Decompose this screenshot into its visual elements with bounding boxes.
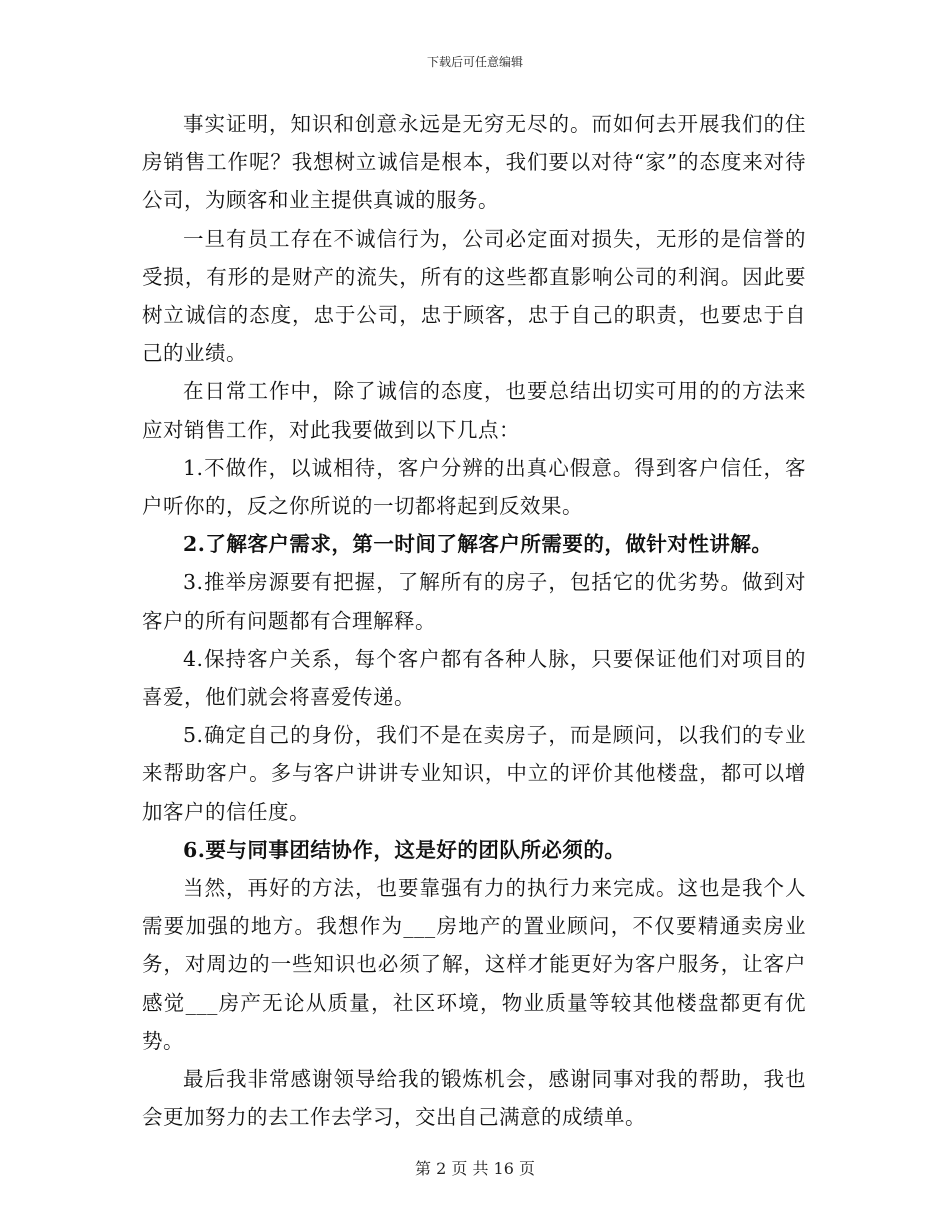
paragraph-execution: 当然，再好的方法，也要靠强有力的执行力来完成。这也是我个人需要加强的地方。我想作为___房地产的置业顾问，不仅要精通卖房业务，对周边的一些知识也必须了解，这样才能更好为客户服务，让客户感觉___房产无论从质量，社区环境，物业质量等较其他楼盘都更有优势。 bbox=[142, 876, 806, 1053]
page-footer: 第 2 页 共 16 页 bbox=[415, 1159, 535, 1178]
document-body bbox=[142, 105, 806, 1136]
list-item-3: 3.推举房源要有把握，了解所有的房子，包括它的优劣势。做到对客户的所有问题都有合理解释。 bbox=[142, 570, 806, 633]
paragraph-closing: 最后我非常感谢领导给我的锻炼机会，感谢同事对我的帮助，我也会更加努力的去工作去学习，交出自己满意的成绩单。 bbox=[142, 1067, 806, 1130]
page-header: 下载后可任意编辑 bbox=[426, 55, 523, 69]
paragraph-integrity: 一旦有员工存在不诚信行为，公司必定面对损失，无形的是信誉的受损，有形的是财产的流失，所有的这些都直影响公司的利润。因此要树立诚信的态度，忠于公司，忠于顾客，忠于自己的职责，也要忠于自己的业绩。 bbox=[142, 226, 806, 366]
list-item-5: 5.确定自己的身份，我们不是在卖房子，而是顾问，以我们的专业来帮助客户。多与客户讲讲专业知识，中立的评价其他楼盘，都可以增加客户的信任度。 bbox=[142, 723, 806, 824]
list-item-2: 2.了解客户需求，第一时间了解客户所需要的，做针对性讲解。 bbox=[183, 532, 773, 557]
list-item-4: 4.保持客户关系，每个客户都有各种人脉，只要保证他们对项目的喜爱，他们就会将喜爱传递。 bbox=[142, 646, 806, 710]
paragraph-intro: 事实证明，知识和创意永远是无穷无尽的。而如何去开展我们的住房销售工作呢？我想树立诚信是根本，我们要以对待“家”的态度来对待公司，为顾客和业主提供真诚的服务。 bbox=[142, 112, 806, 213]
list-item-6: 6.要与同事团结协作，这是好的团队所必须的。 bbox=[183, 837, 626, 862]
list-item-1: 1.不做作，以诚相待，客户分辨的出真心假意。得到客户信任，客户听你的，反之你所说的一切都将起到反效果。 bbox=[142, 455, 806, 519]
paragraph-methods: 在日常工作中，除了诚信的态度，也要总结出切实可用的的方法来应对销售工作，对此我要做到以下几点： bbox=[142, 379, 806, 442]
